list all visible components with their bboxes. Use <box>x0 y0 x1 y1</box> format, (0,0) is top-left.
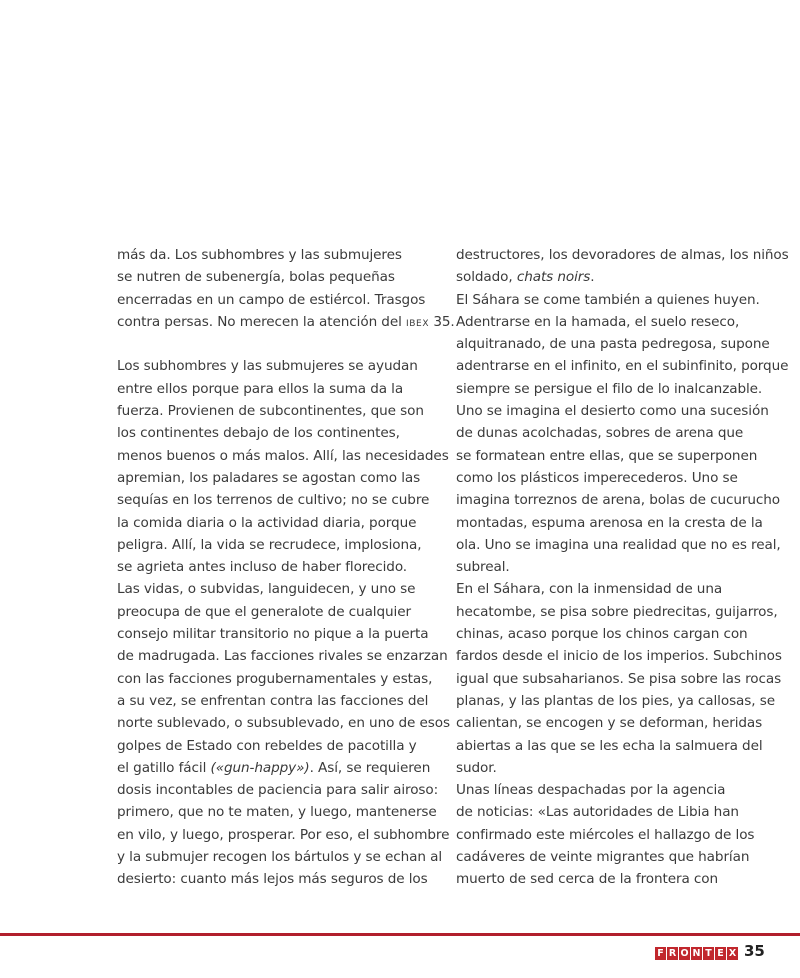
text-line: adentrarse en el infinito, en el subinfinito, porque <box>456 358 789 375</box>
text-line: con las facciones progubernamentales y estas, <box>117 670 433 687</box>
text-line: El Sáhara se come también a quienes huyen. <box>456 291 760 308</box>
logo-letter: F <box>655 947 666 960</box>
right-text-column <box>456 244 789 891</box>
text-line: Unas líneas despachadas por la agencia <box>456 782 726 799</box>
text-line: muerto de sed cerca de la frontera con <box>456 871 719 888</box>
text-line: Adentrarse en la hamada, el suelo reseco, <box>456 313 740 330</box>
text-line: fuerza. Provienen de subcontinentes, que son <box>117 403 424 420</box>
text-line: destructores, los devoradores de almas, los niños <box>456 247 789 263</box>
text-line: como los plásticos imperecederos. Uno se <box>456 469 738 486</box>
footer-rule <box>0 933 800 936</box>
text-line: Las vidas, o subvidas, languidecen, y uno se <box>117 581 416 598</box>
text-line: la comida diaria o la actividad diaria, porque <box>117 514 417 531</box>
text-line <box>117 311 455 333</box>
text-segment: 35. <box>429 313 455 330</box>
text-line: en vilo, y luego, prosperar. Por eso, el subhombre <box>117 826 450 843</box>
logo-letter: R <box>668 948 677 959</box>
text-segment: soldado, <box>456 269 517 286</box>
text-line: abiertas a las que se les echa la salmuera del <box>456 737 763 754</box>
text-line: montadas, espuma arenosa en la cresta de la <box>456 514 763 531</box>
text-segment: . <box>590 269 595 286</box>
text-segment: el gatillo fácil <box>117 759 211 776</box>
ibex-small-caps: IBEX <box>406 318 430 329</box>
text-line: primero, que no te maten, y luego, mantenerse <box>117 804 437 821</box>
text-line: dosis incontables de paciencia para salir airoso: <box>117 782 439 799</box>
text-line: Los subhombres y las submujeres se ayudan <box>117 358 418 375</box>
text-line <box>117 757 437 779</box>
text-line: chinas, acaso porque los chinos cargan con <box>456 626 748 643</box>
text-line: cadáveres de veinte migrantes que habrían <box>456 849 750 866</box>
text-segment: . Así, se requieren <box>309 759 431 776</box>
text-line: entre ellos porque para ellos la suma da la <box>117 380 404 397</box>
text-line: se formatean entre ellas, que se superponen <box>456 447 758 464</box>
text-line: consejo militar transitorio no pique a la puerta <box>117 626 429 643</box>
text-line: confirmado este miércoles el hallazgo de los <box>456 826 755 843</box>
text-line: siempre se persigue el filo de lo inalcanzable. <box>456 380 763 397</box>
text-line: sequías en los terrenos de cultivo; no se cubre <box>117 492 430 509</box>
text-line: encerradas en un campo de estiércol. Trasgos <box>117 291 426 308</box>
text-line: hecatombe, se pisa sobre piedrecitas, guijarros, <box>456 603 778 620</box>
text-line: a su vez, se enfrentan contra las facciones del <box>117 692 429 709</box>
text-line: sudor. <box>456 759 497 776</box>
text-line: de madrugada. Las facciones rivales se enzarzan <box>117 648 448 665</box>
text-line: más da. Los subhombres y las submujeres <box>117 247 402 263</box>
text-line: fardos desde el inicio de los imperios. Subchinos <box>456 648 782 665</box>
paragraph-gap <box>117 333 437 355</box>
text-line: En el Sáhara, con la inmensidad de una <box>456 581 723 598</box>
text-line <box>456 266 776 288</box>
text-line: y la submujer recogen los bártulos y se echan al <box>117 849 443 866</box>
text-line: de dunas acolchadas, sobres de arena que <box>456 425 744 442</box>
logo-letter: O <box>680 948 689 959</box>
left-text-column <box>117 244 455 891</box>
frontex-logo <box>655 947 738 960</box>
text-line: desierto: cuanto más lejos más seguros de los <box>117 871 428 888</box>
text-line: ola. Uno se imagina una realidad que no es real, <box>456 536 781 553</box>
logo-letter: T <box>703 947 714 960</box>
text-line: alquitranado, de una pasta pedregosa, supone <box>456 336 770 353</box>
text-line: menos buenos o más malos. Allí, las necesidades <box>117 447 449 464</box>
logo-letter: N <box>692 948 701 959</box>
text-line: preocupa de que el generalote de cualquier <box>117 603 411 620</box>
text-line: de noticias: «Las autoridades de Libia han <box>456 804 739 821</box>
page-number: 35 <box>744 942 765 960</box>
logo-letter: E <box>715 947 726 960</box>
italic-phrase: («gun-happy») <box>210 759 310 776</box>
text-line: peligra. Allí, la vida se recrudece, implosiona, <box>117 536 422 553</box>
text-line: calientan, se encogen y se deforman, heridas <box>456 715 763 732</box>
text-line: norte sublevado, o subsublevado, en uno de esos <box>117 715 450 732</box>
text-line: subreal. <box>456 559 510 576</box>
logo-letter: X <box>728 948 737 959</box>
text-line: los continentes debajo de los continentes, <box>117 425 400 442</box>
text-line: se agrieta antes incluso de haber florecido. <box>117 559 408 576</box>
text-line: imagina torreznos de arena, bolas de cucurucho <box>456 492 780 509</box>
text-line: igual que subsaharianos. Se pisa sobre las rocas <box>456 670 782 687</box>
text-line: apremian, los paladares se agostan como las <box>117 469 421 486</box>
text-line: golpes de Estado con rebeldes de pacotilla y <box>117 737 417 754</box>
text-segment: contra persas. No merecen la atención del <box>117 313 406 330</box>
text-line: planas, y las plantas de los pies, ya callosas, se <box>456 692 775 709</box>
text-line: se nutren de subenergía, bolas pequeñas <box>117 269 395 286</box>
italic-phrase: chats noirs <box>516 269 591 286</box>
text-line: Uno se imagina el desierto como una sucesión <box>456 403 769 420</box>
